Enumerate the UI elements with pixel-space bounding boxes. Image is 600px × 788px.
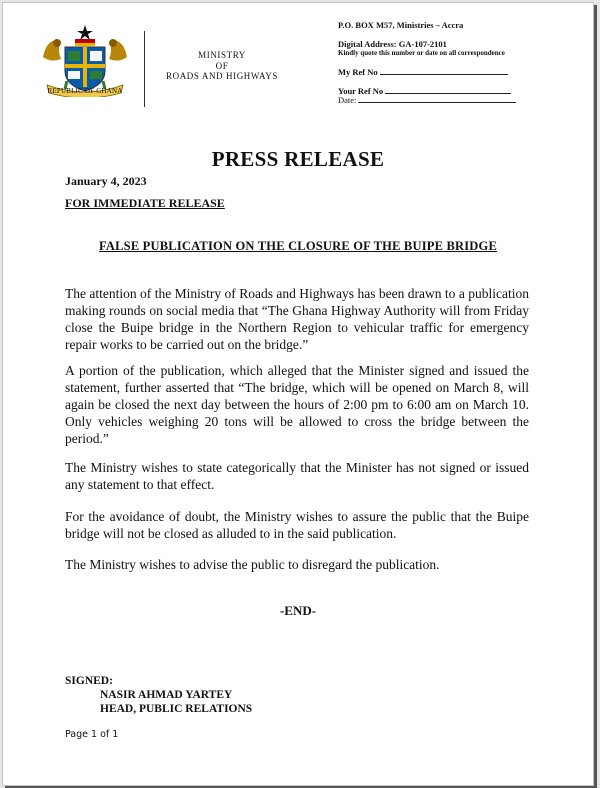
quote-note: Kindly quote this number or date on all correspondence bbox=[338, 49, 505, 57]
body-paragraph-2: A portion of the publication, which alleged that the Minister signed and issued the statement, further asserted that “The bridge, which will be opened on March 8, will again be closed the next day between the hours of 2:00 pm to 6:00 am on March 10. Only vehicles weighing 20 tons will be allowed to cross the bridge between the period.” bbox=[65, 363, 529, 446]
body-paragraph-3: The Ministry wishes to state categorically that the Minister has not signed or issued any statement to that effect. bbox=[65, 460, 529, 492]
date-label: Date: bbox=[338, 95, 357, 105]
coat-of-arms-caption: REPUBLIC OF GHANA bbox=[47, 87, 123, 95]
end-mark: -END- bbox=[279, 603, 317, 618]
release-note: FOR IMMEDIATE RELEASE bbox=[65, 196, 225, 210]
document-page bbox=[2, 2, 594, 786]
signatory-name: NASIR AHMAD YARTEY bbox=[100, 689, 233, 701]
signatory-title: HEAD, PUBLIC RELATIONS bbox=[100, 703, 253, 715]
my-ref-label: My Ref No bbox=[338, 67, 378, 77]
your-ref-label: Your Ref No bbox=[338, 86, 384, 96]
body-paragraph-1: The attention of the Ministry of Roads and Highways has been drawn to a publication making rounds on social media that “The Ghana Highway Authority will from Friday close the Buipe bridge in the Northern Region to vehicular traffic for emergency repair works to be carried out on the bridge.” bbox=[65, 286, 529, 352]
date-field bbox=[338, 95, 516, 105]
release-date: January 4, 2023 bbox=[65, 174, 147, 188]
my-ref-field bbox=[338, 67, 508, 77]
coat-of-arms-emblem bbox=[37, 23, 133, 97]
subject-heading: FALSE PUBLICATION ON THE CLOSURE OF THE BUIPE BRIDGE bbox=[99, 239, 497, 253]
date-line bbox=[358, 101, 516, 103]
ministry-name bbox=[141, 50, 303, 82]
body-paragraph-4: For the avoidance of doubt, the Ministry wishes to assure the public that the Buipe bridge will not be closed as alluded to in the said publication. bbox=[65, 509, 529, 541]
body-paragraph-5: The Ministry wishes to advise the public to disregard the publication. bbox=[65, 557, 440, 572]
ministry-line-2: OF bbox=[215, 60, 229, 71]
po-box: P.O. BOX M57, Ministries – Accra bbox=[338, 20, 464, 30]
page-number: Page 1 of 1 bbox=[65, 729, 119, 740]
your-ref-line bbox=[385, 92, 511, 94]
digital-address: Digital Address: GA-107-2101 bbox=[338, 39, 447, 49]
my-ref-line bbox=[380, 73, 508, 75]
ministry-line-1: MINISTRY bbox=[198, 50, 246, 60]
ministry-line-3: ROADS AND HIGHWAYS bbox=[166, 71, 278, 81]
signed-label: SIGNED: bbox=[65, 675, 113, 687]
page-title: PRESS RELEASE bbox=[211, 147, 385, 171]
